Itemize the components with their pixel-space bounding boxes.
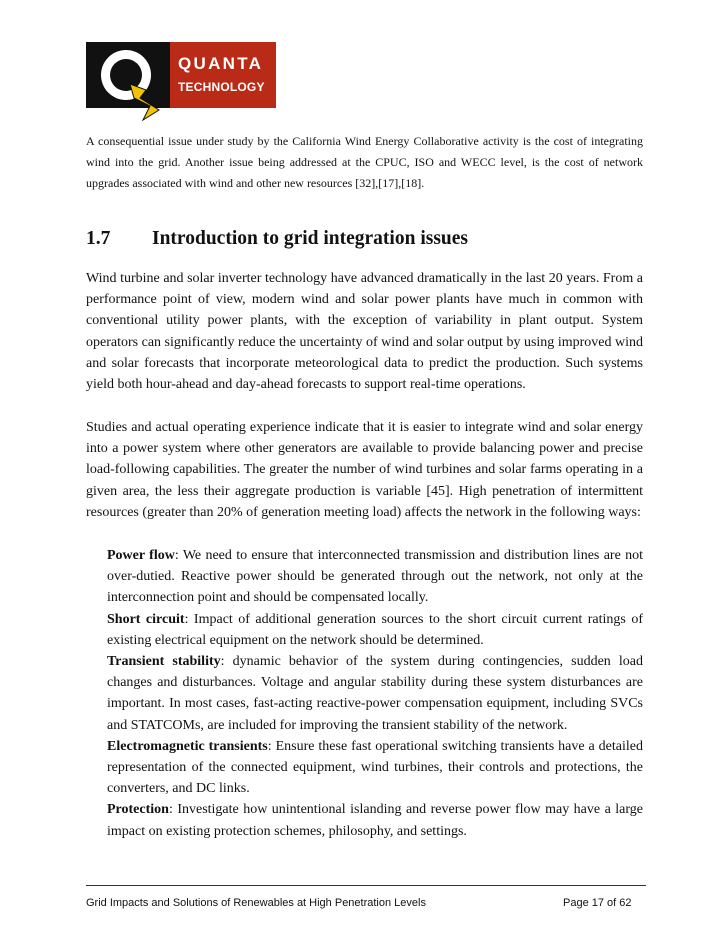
section-title: Introduction to grid integration issues: [152, 228, 468, 249]
list-item-text: : dynamic behavior of the system during contingencies, sudden load changes and disturbances. Voltage and angular stability during these system disturbances are important. In most cases, fast-acting reactive-power compensation equipment, including SVCs and STATCOMs, are included for improving the transient stability of the network.: [107, 654, 643, 733]
page-number: Page 17 of 62: [563, 897, 632, 909]
impact-list: [107, 545, 643, 842]
footer-title: Grid Impacts and Solutions of Renewables at High Penetration Levels: [86, 897, 426, 909]
logo-line2: TECHNOLOGY: [178, 80, 265, 94]
list-item: [107, 609, 643, 651]
list-item-term: Electromagnetic transients: [107, 738, 268, 754]
list-item-text: : We need to ensure that interconnected transmission and distribution lines are not over-dutied. Reactive power should be generated through out the network, not only at the interconnection point and should be compensated locally.: [107, 548, 644, 606]
intro-paragraph: A consequential issue under study by the California Wind Energy Collaborative activity is the cost of integrating wind into the grid. Another issue being addressed at the CPUC, ISO and WECC level, is the cost of network upgrades associated with wind and other new resources [32],[17],[18].: [86, 134, 643, 190]
list-item-term: Transient stability: [107, 654, 221, 670]
section-number: 1.7: [86, 228, 111, 249]
list-item: [107, 799, 643, 841]
body-paragraph-1: Wind turbine and solar inverter technology have advanced dramatically in the last 20 years. From a performance point of view, modern wind and solar power plants have much in common with conventional utility power plants, with the exception of variability in plant output. System operators can significantly reduce the uncertainty of wind and solar output by using improved wind and solar forecasts that incorporate meteorological data to predict the production. Such systems yield both hour-ahead and day-ahead forecasts to support real-time operations.: [86, 271, 643, 393]
list-item-text: : Investigate how unintentional islanding and reverse power flow may have a large impact on existing protection schemes, philosophy, and settings.: [107, 802, 643, 839]
logo-line1: QUANTA: [178, 54, 264, 73]
list-item: [107, 651, 643, 736]
list-item-term: Power flow: [107, 548, 175, 563]
list-item-term: Protection: [107, 802, 169, 818]
company-logo: [86, 42, 276, 120]
section-heading: [86, 228, 468, 250]
list-item-text: : Impact of additional generation sources to the short circuit current ratings of existing electrical equipment on the network should be determined.: [107, 611, 643, 648]
list-item-text: : Ensure these fast operational switching transients have a detailed representation of the connected equipment, wind turbines, their controls and protections, the converters, and DC links.: [107, 738, 643, 797]
list-item-term: Short circuit: [107, 611, 185, 627]
footer-divider: [86, 885, 646, 886]
body-paragraph-2: Studies and actual operating experience indicate that it is easier to integrate wind and solar energy into a power system where other generators are available to provide balancing power and precise load-following capabilities. The greater the number of wind turbines and solar farms operating in a given area, the less their aggregate production is variable [45]. High penetration of intermittent resources (greater than 20% of generation meeting load) affects the network in the following ways:: [86, 420, 643, 520]
list-item: [107, 545, 643, 609]
list-item: [107, 736, 643, 800]
